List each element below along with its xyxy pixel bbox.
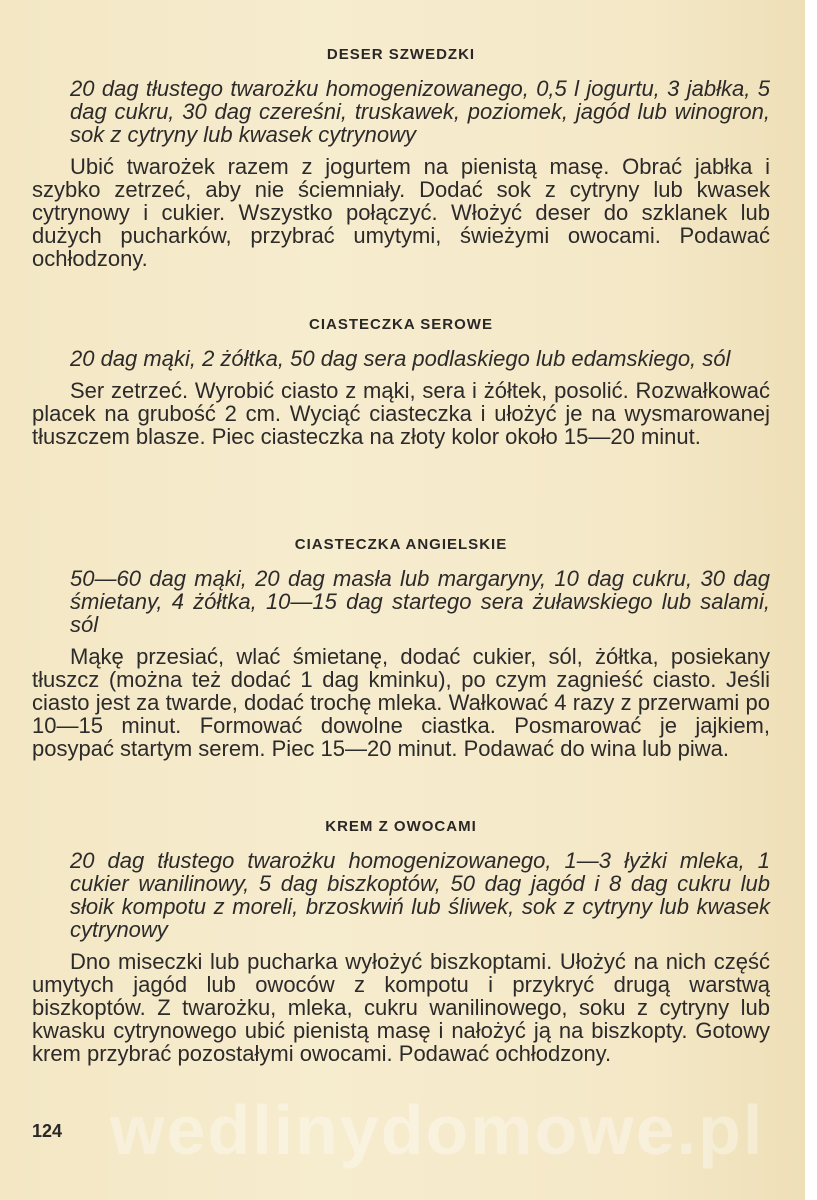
recipe-ciasteczka-serowe (32, 316, 770, 448)
recipe-instructions: Mąkę przesiać, wlać śmietanę, dodać cukier, sól, żółtka, posiekany tłuszcz (można też dodać 1 dag kminku), po czym zagnieść ciasto. Jeśli ciasto jest za twarde, dodać trochę mleka. Wałkować 4 razy z przerwami po 10—15 minut. Formować dowolne ciastka. Posmarować je jajkiem, posypać startym serem. Piec 15—20 minut. Podawać do wina lub piwa. (32, 644, 770, 761)
recipe-title: CIASTECZKA ANGIELSKIE (294, 536, 508, 553)
recipe-ingredients: 20 dag tłustego twarożku homogenizowanego, 0,5 l jogurtu, 3 jabłka, 5 dag cukru, 30 dag czereśni, truskawek, poziomek, jagód lub winogron, sok z cytryny lub kwasek cytrynowy (70, 76, 770, 147)
recipe-title: CIASTECZKA SEROWE (309, 316, 493, 333)
recipe-krem-z-owocami (32, 818, 770, 1065)
recipe-instructions: Dno miseczki lub pucharka wyłożyć biszkoptami. Ułożyć na nich część umytych jagód lub owoców z kompotu i przykryć drugą warstwą biszkoptów. Z twarożku, mleka, cukru wanilinowego, soku z cytryny lub kwasku cytrynowego ubić pienistą masę i nałożyć ją na biszkopty. Gotowy krem przybrać pozostałymi owocami. Podawać ochłodzony. (32, 949, 770, 1066)
page-number: 124 (32, 1121, 63, 1141)
recipe-ciasteczka-angielskie (32, 536, 770, 760)
recipe-title: KREM Z OWOCAMI (325, 818, 477, 835)
watermark: wedlinydomowe.pl (110, 1091, 765, 1169)
recipe-deser-szwedzki (32, 46, 770, 270)
recipe-ingredients: 20 dag tłustego twarożku homogenizowanego, 1—3 łyżki mleka, 1 cukier wanilinowy, 5 dag biszkoptów, 50 dag jagód i 8 dag cukru lub słoik kompotu z moreli, brzoskwiń lub śliwek, sok z cytryny lub kwasek cytrynowy (70, 848, 770, 942)
recipe-title: DESER SZWEDZKI (326, 46, 476, 63)
recipe-instructions: Ubić twarożek razem z jogurtem na pienistą masę. Obrać jabłka i szybko zetrzeć, aby nie ściemniały. Dodać sok z cytryny lub kwasek cytrynowy i cukier. Wszystko połączyć. Włożyć deser do szklanek lub dużych pucharków, przybrać umytymi, świeżymi owocami. Podawać ochłodzony. (32, 154, 770, 271)
recipe-ingredients: 50—60 dag mąki, 20 dag masła lub margaryny, 10 dag cukru, 30 dag śmietany, 4 żółtka, 10—15 dag startego sera żuławskiego lub salami, sól (70, 566, 770, 637)
page-edge (805, 0, 817, 1200)
recipe-ingredients: 20 dag mąki, 2 żółtka, 50 dag sera podlaskiego lub edamskiego, sól (70, 346, 731, 371)
recipe-instructions: Ser zetrzeć. Wyrobić ciasto z mąki, sera i żółtek, posolić. Rozwałkować placek na grubość 2 cm. Wyciąć ciasteczka i ułożyć je na wysmarowanej tłuszczem blasze. Piec ciasteczka na złoty kolor około 15—20 minut. (32, 378, 770, 449)
